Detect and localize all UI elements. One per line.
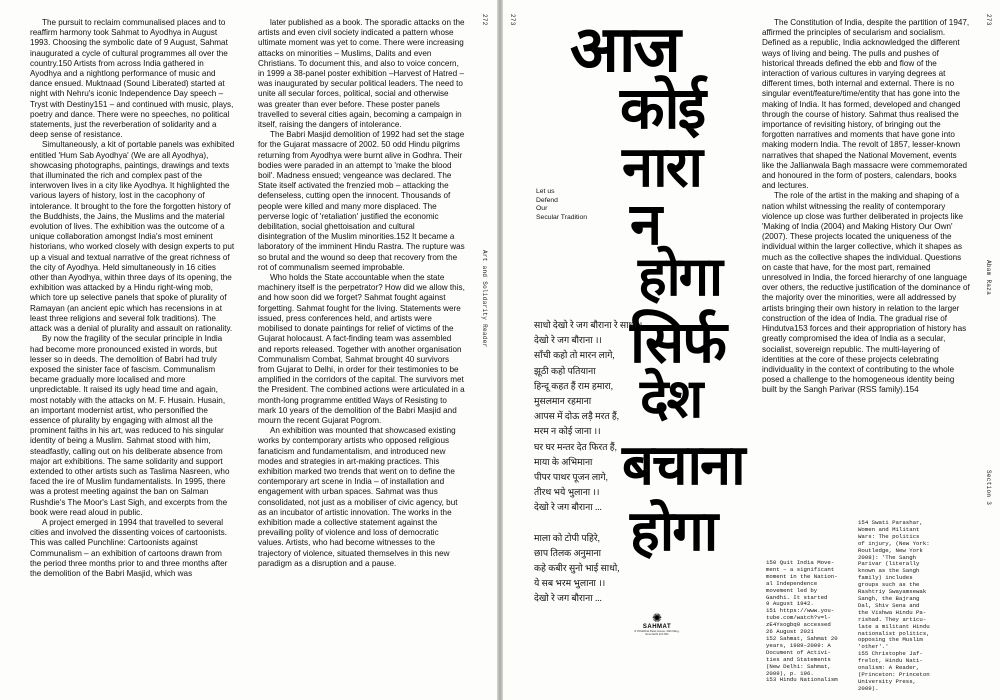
caption-line: Our	[536, 205, 548, 213]
right-col-paragraph: The role of the artist in the making and shaping of a nation whilst witnessing the reality of contemporary violence up close was further deliberated in projects like 'Making of India (2004) and Making History Our Own' (2007). These projects located the uniqueness of the individual within the larger collective, which it shapes as much as the collective shapes the individual. Questions on caste that have, for the most part, remained unresolved in India, the forced hierarchy of one language over others, the reductive justification of the dominance of the majority over the minorities, were all addressed by artists bringing their own history in relation to the larger construction of the idea of India. The gradual rise of Hindutva153 forces and their appropriation of history has greatly compromised the idea of India as a secular, socialist, sovereign republic. The multi-layering of identities at the core of these projects celebrating individuality in the context of contributing to the whole posed a challenge to the homogeneous identity being built by the Sangh Parivar (RSS family).154	[762, 191, 970, 395]
poster-slogan-word: होगा	[630, 501, 717, 563]
footnote-line: 'other'.'	[858, 643, 889, 651]
footnote-line: 26 August 2021	[766, 628, 814, 636]
footnote-line: tube.com/watch?v=l-	[766, 614, 831, 622]
footnote-line: opposing the Muslim	[858, 636, 923, 644]
running-head-right: Abam Raza	[985, 260, 992, 296]
poster-slogan-word: कोई	[620, 76, 705, 141]
poem-line: माया के अभिमाना	[534, 456, 593, 467]
footnote-line: the Vishwa Hindu Pa-	[858, 608, 927, 616]
left-col1-paragraph: The pursuit to reclaim communalised places and to reaffirm harmony took Sahmat to Ayodhya in August 1993. Choosing the symbolic date of 9 August, Sahmat inaugurated a cycle of cultural programmes all over the country.150 Artists from across India gathered in Ayodhya and a nightlong performance of music and dance ensued. Muktnaad (Sound Liberated) started at night with Nehru's iconic Independence Day speech – Tryst with Destiny151 – and continued with music, plays, poetry and dance. There were no speeches, no political statements, just the reverberation of solidarity and a deep sense of resistance.	[30, 18, 234, 140]
footnote-line: onalism: A Reader,	[858, 664, 920, 672]
footnote-line: zE4Ysogbq0 accessed	[766, 621, 831, 629]
footnote-line: al Independence	[766, 579, 818, 587]
logo-name: SAHMAT	[642, 624, 672, 630]
right-col-paragraph: The Constitution of India, despite the partition of 1947, affirmed the principles of secularism and socialism. Defined as a republic, India acknowledged the different ways of living and being. The pulls and pushes of historical threads defined the ebb and flow of the interaction of various cultures in varying degrees at different times, both internal and external. There is no singular event/feature/time/entity that has gone into the making of India. It has formed, developed and changed through the course of history. Sahmat thus realised the importance of revisiting history, of bringing out the forgotten narratives and moments that have gone into making modern India. The revolt of 1857, lesser-known narratives that shaped the National Movement, events like the Jallianwala Bagh massacre were commemorated and honoured in the form of posters, calendars, books and lectures.	[762, 18, 970, 191]
footnote-line: 2009).	[858, 684, 879, 692]
footnote-line: family) includes	[858, 574, 913, 582]
caption-line: Let us	[536, 188, 555, 195]
footnote-line: 152 Sahmat, Sahmat 20	[766, 634, 838, 642]
sahmat-logo-icon: ✺	[651, 611, 663, 625]
poem-line	[534, 515, 642, 530]
poster-slogan-word: आज	[570, 14, 679, 85]
caption-line: Secular Tradition	[536, 213, 588, 221]
poem-line: छाप तिलक अनुमाना	[534, 547, 602, 558]
poem-line: साँची कहो तो मारन लागे,	[534, 350, 615, 361]
footnote-line: nationalist politics,	[858, 629, 930, 637]
footnote-line: Sangh, the Bajrang	[858, 594, 920, 602]
poem-line: तीरथ भये भुलाना ।।	[534, 487, 600, 498]
footnotes-column-1	[766, 560, 851, 684]
footnote-line: Routledge, New York	[858, 546, 923, 554]
footnote-line: ties and Statements	[766, 655, 831, 663]
left-col2-paragraph: later published as a book. The sporadic attacks on the artists and even civil society indicated a pattern whose ultimate moment was yet to come. There were increasing attacks on minorities – Muslims, Dalits and even Christians. To document this, and also to voice concern, in 1999 a 38-panel poster exhibition –Harvest of Hatred – was inaugurated by secular political leaders. The need to unite all secular forces, political, social and otherwise was greater than ever before. These poster panels travelled to several cities again, becoming a campaign in itself, raising the dangers of intolerance.	[258, 18, 465, 130]
poem-line: हिन्दू कहत हैं राम हमारा,	[534, 380, 614, 391]
footnote-line: Parivar (literally	[858, 560, 920, 568]
footnote-line: (New Delhi: Sahmat,	[766, 662, 831, 670]
left-page	[0, 0, 497, 700]
footnote-line: 153 Hindu Nationalism	[766, 676, 838, 684]
footnote-line: moment in the Nation-	[766, 572, 838, 580]
footnote-line: ment – a significant	[766, 565, 835, 573]
footnote-line: 9 August 1942.	[766, 600, 814, 608]
poster-caption	[536, 188, 587, 222]
left-text-column-1	[30, 18, 235, 579]
poem-line: देखो रे जग बौराना ...	[534, 593, 602, 604]
poster-slogan-word: न	[630, 192, 661, 257]
footnote-line: rishad. They articu-	[858, 615, 927, 623]
poem-line: माला को टोपी पहिरे,	[534, 532, 600, 543]
left-text-column-2	[258, 18, 465, 569]
poem-line: घर घर मन्तर देत फिरत हैं,	[534, 441, 617, 452]
footnote-line: 155 Christophe Jaf-	[858, 650, 923, 658]
left-col2-paragraph: The Babri Masjid demolition of 1992 had set the stage for the Gujarat massacre of 2002. 50 odd Hindu pilgrims returning from Ayodhya were burnt alive in Godhra. Their bodies were paraded in an attempt to 'make the blood boil'. Madness ensued; vengeance was declared. The State itself activated the frenzied mob – attacking the defenseless, cutting open the innocent. Thousands of people were killed and many more displaced. The perverse logic of 'retaliation' justified the economic debilitation, social ghettoisation and cultural disintegration of the Muslim minorities.152 It became a laboratory of the imminent Hindu Rastra. The rupture was so brutal and the wound so deep that recovery from the rot of communalism seemed improbable.	[258, 130, 465, 272]
logo-address: 8 Vithalbhai Patel House, Rafi Marg, New Delhi 110 001	[634, 629, 680, 637]
right-text-column	[762, 18, 970, 396]
footnote-line: frelot, Hindu Nati-	[858, 657, 923, 665]
footnote-line: 2009), p. 196.	[766, 669, 814, 677]
running-head: Art and Solidarity Reader	[481, 250, 488, 348]
left-col1-paragraph: A project emerged in 1994 that travelled to several cities and involved the dissenting voices of cartoonists. This was called Punchline: Cartoonists against Communalism – an exhibition of cartoons drawn from the period three months prior to and three months after the demolition of the Babri Masjid, which was	[30, 517, 228, 578]
poem-line: साधो देखो रे जग बौराना रे साधो ।	[534, 320, 643, 330]
poster-slogan-word: सिर्फ	[630, 310, 725, 375]
poem-line: आपस में दोऊ लड़ै मरत हैं,	[534, 411, 620, 422]
footnote-line: Women and Militant	[858, 525, 920, 533]
section-label: Section 3	[985, 470, 992, 506]
poster-slogan-word: नारा	[622, 137, 701, 199]
poem-line: पीपर पाथर पूजन लागे,	[534, 471, 608, 482]
poem-line: देखो रे जग बौराना ...	[534, 502, 602, 513]
footnote-line: Wars: The politics	[858, 532, 920, 540]
left-col2-paragraph: Who holds the State accountable when the state machinery itself is the perpetrator? How did we allow this, and how soon did we forget? Sahmat fought against forgetting. Sahmat fought for the living. Statements were issued, press conferences held, and artists were mobilised to donate paintings for relief of victims of the Gujarat holocaust. A fact-finding team was assembled and reports released. Together with another organisation Communalism Combat, Sahmat brought 40 survivors from Gujarat to Delhi, in order for their testimonies to be amplified in the corridors of the capital. The survivors met the President. The combined actions were articulated in a month-long programme entitled Ways of Resisting to mark 10 years of the demolition of the Babri Masjid and mourn the recent Gujarat Pogrom.	[258, 273, 465, 425]
footnote-line: known as the Sangh	[858, 567, 920, 575]
page-number: 273	[509, 14, 516, 26]
poem-line: मरम न कोई जाना ।।	[534, 426, 601, 437]
footnote-line: years, 1989–2009: A	[766, 641, 831, 649]
left-col1-paragraph: Simultaneously, a kit of portable panels was exhibited entitled 'Hum Sab Ayodhya' (We are all Ayodhya), showcasing photographs, paintings, drawings and texts that illuminated the rich and complex past of the interwoven lives in a city like Ayodhya. It highlighted the various layers of history, lost in the cacophony of intolerance. It brought to the fore the forgotten history of the Buddhists, the Jains, the Muslims and the material evolution of lives. The exhibition was the outcome of a unique collaboration amongst India's most eminent historians, who worked closely with design experts to put up a visual and textual narrative of the great richness of the city of Ayodhya. Held simultaneously in 16 cities other than Ayodhya, within three days of its opening, the exhibition was attacked by a Hindu right-wing mob, which tore up selective panels that spoke of plurality of Ramayan (an ancient epic which has recensions in at least three religions and several folk traditions). The attack was a denial of plurality and assault on rationality.	[30, 140, 235, 334]
footnote-line: Dal, Shiv Sena and	[858, 601, 920, 609]
poem-line: कहे कबीर सुनो भाई साधो,	[534, 563, 620, 573]
footnote-line: Document of Activi-	[766, 648, 831, 656]
poem-line: झूठी कहो पतियाना	[534, 365, 596, 376]
footnote-line: movement led by	[766, 586, 818, 594]
footnote-line: (Princeton: Princeton	[858, 670, 930, 678]
footnote-line: 2008): 'The Sangh	[858, 553, 917, 561]
footnote-line: Rashtriy Swayamsewak	[858, 588, 927, 596]
footnote-line: 154 Swati Parashar,	[858, 519, 923, 526]
footnote-line: 151 https://www.you-	[766, 607, 835, 615]
caption-line: Defend	[536, 196, 558, 204]
kabir-poem	[534, 318, 642, 607]
poster-slogan-word: बचाना	[622, 435, 744, 497]
poem-line: देखो रे जग बौराना ।।	[534, 335, 602, 346]
footnote-line: 150 Quit India Move-	[766, 559, 835, 566]
sahmat-logo	[634, 612, 680, 636]
poster-slogan-word: होगा	[638, 247, 722, 307]
footnote-line: of injury, (New York:	[858, 539, 930, 547]
footnotes-column-2	[858, 520, 953, 693]
footnote-line: University Press,	[858, 677, 917, 685]
footnote-line: late a militant Hindu	[858, 622, 930, 630]
footnote-line: groups such as the	[858, 581, 920, 589]
right-page-number: 273	[985, 14, 992, 26]
poem-line: मुसलमान रहमाना	[534, 395, 592, 406]
left-col2-paragraph: An exhibition was mounted that showcased existing works by contemporary artists who opposed religious fanaticism and fundamentalism, and introduced new modes and strategies in art-making practices. This exhibition marked two trends that went on to define the contemporary art scene in India – of installation and engagement with urban spaces. Sahmat was thus consolidated, not just as a mobiliser of civic agency, but as an incubator of artistic innovation. The works in the exhibition made a collective statement against the prevailing polity of violence and loss of democratic values. Artists, who had become witnesses to the trajectory of violence, situated themselves in this new paradigm as a disruption and a pause.	[258, 426, 458, 568]
footnote-line: Gandhi. It started	[766, 593, 828, 601]
page-number: 272	[481, 14, 488, 26]
poster-slogan-word: देश	[640, 369, 702, 429]
left-col1-paragraph: By now the fragility of the secular principle in India had become more pronounced existed in words, but lesser so in deeds. The demolition of Babri had truly exposed the sinister face of fascism. Communalism became gradually more localised and more unpredictable. It raised its ugly head time and again, most notably with the attacks on M. F. Husain. Husain, an important modernist artist, who personified the essence of plurality by engaging with almost all the prominent faiths in his art, was reduced to his singular identity of being a Muslim. Sahmat stood with him, steadfastly, calling out on his deliberate absence from major art exhibitions. The same solidarity and support extended to other artists such as Taslima Nasreen, who faced the ire of Muslim fundamentalists. In 1995, there was a protest meeting against the ban on Salman Rushdie's The Moor's Last Sigh, and excerpts from the book were read aloud in public.	[30, 334, 230, 517]
poem-line: ये सब भरम भुलाना ।।	[534, 578, 606, 589]
